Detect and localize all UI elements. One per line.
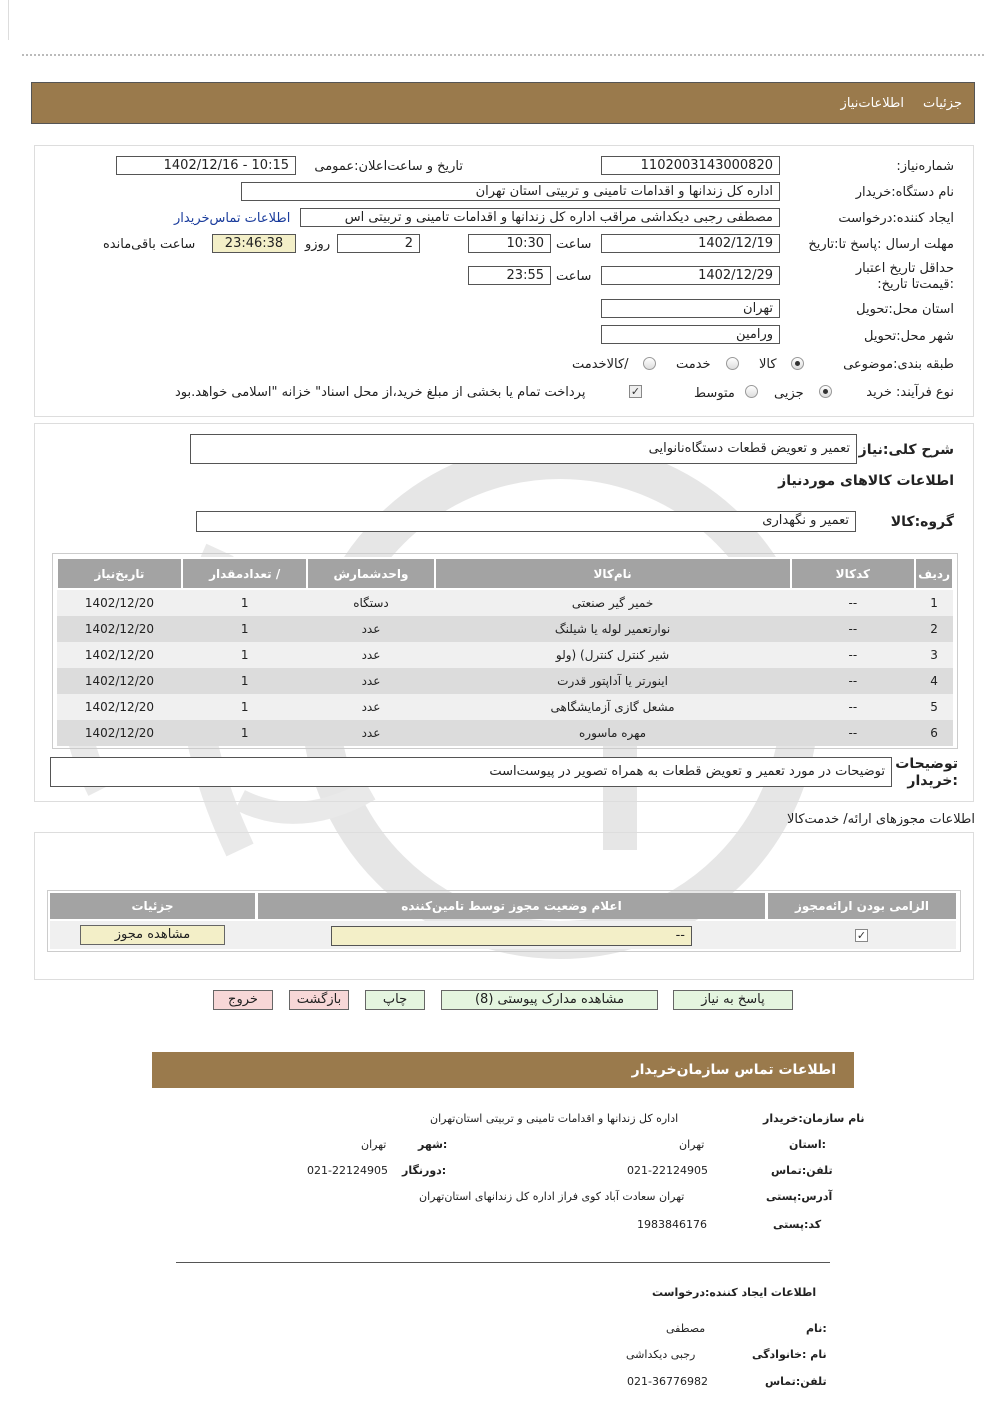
validity-date-field: 1402/12/29 bbox=[601, 266, 780, 285]
province-field: تهران bbox=[601, 299, 780, 318]
creator-phone-label: تلفن‌:تماس bbox=[765, 1375, 827, 1388]
creator-family-value: رجبی دیکداشی bbox=[626, 1348, 696, 1361]
fax-label: :دورنگار bbox=[402, 1164, 447, 1177]
cell-code: -- bbox=[791, 720, 916, 746]
creator-name-value: مصطفی bbox=[666, 1322, 706, 1335]
col-unit: واحدشمارش bbox=[307, 558, 434, 589]
cell-date: 1402/12/20 bbox=[57, 694, 182, 720]
contact-city-label: :شهر bbox=[418, 1138, 448, 1151]
goods-info-title: اطلاعات کالاهای موردنیاز bbox=[778, 473, 954, 489]
category-goods-service-radio[interactable] bbox=[643, 357, 656, 370]
summary-field: تعمیر و تعویض قطعات دستگاه‌نانوایی bbox=[190, 434, 857, 464]
cell-date: 1402/12/20 bbox=[57, 668, 182, 694]
cell-code: -- bbox=[791, 642, 916, 668]
need-number-field: 1102003143000820 bbox=[601, 156, 780, 175]
category-label: طبقه بندی‌:موضوعی bbox=[843, 357, 954, 372]
page-edge-line bbox=[8, 0, 9, 40]
creator-phone-value: 021-36776982 bbox=[627, 1375, 708, 1388]
table-row bbox=[57, 642, 953, 668]
remaining-label: ساعت باقی‌مانده bbox=[103, 237, 196, 252]
buyer-label: نام دستگاه‌:خریدار bbox=[855, 185, 954, 200]
address-value: تهران سعادت آباد کوی فراز اداره کل زندانهای استان‌تهران bbox=[419, 1190, 685, 1203]
days-field: 2 bbox=[337, 234, 420, 253]
validity-time-label: ساعت bbox=[556, 269, 592, 284]
cell-name: نوارتعمیر لوله یا شیلنگ bbox=[435, 616, 791, 642]
org-label: نام سازمان‌:خریدار bbox=[763, 1112, 865, 1125]
col-row: ردیف bbox=[915, 558, 953, 589]
buyer-notes-label: توضیحات :خریدار bbox=[895, 756, 958, 789]
col-code: کدکالا bbox=[791, 558, 916, 589]
category-goods-radio[interactable] bbox=[791, 357, 804, 370]
col-qty: / تعدادمقدار bbox=[182, 558, 308, 589]
cell-qty: 1 bbox=[182, 616, 308, 642]
cell-code: -- bbox=[791, 694, 916, 720]
days-label: روزو bbox=[305, 237, 331, 252]
need-number-label: شماره‌نیاز: bbox=[896, 159, 954, 174]
creator-family-label: نام :خانوادگی bbox=[752, 1348, 827, 1361]
table-row bbox=[57, 589, 953, 616]
contact-phone-value: 021-22124905 bbox=[627, 1164, 708, 1177]
fax-value: 021-22124905 bbox=[307, 1164, 388, 1177]
payment-checkbox[interactable]: ✓ bbox=[630, 385, 641, 398]
cell-date: 1402/12/20 bbox=[57, 642, 182, 668]
cell-date: 1402/12/20 bbox=[57, 720, 182, 746]
table-row bbox=[57, 694, 953, 720]
cell-name: مشعل گازی آزمایشگاهی bbox=[435, 694, 791, 720]
top-dotted-divider bbox=[22, 54, 984, 56]
permits-col-status: اعلام وضعیت مجوز توسط تامین‌کننده bbox=[258, 893, 765, 919]
reply-button[interactable]: پاسخ به نیاز bbox=[673, 990, 793, 1010]
goods-table bbox=[56, 557, 954, 746]
permit-status-field: -- bbox=[331, 926, 692, 946]
cell-unit: عدد bbox=[307, 642, 434, 668]
table-row bbox=[57, 720, 953, 746]
group-field: تعمیر و نگهداری bbox=[196, 511, 856, 532]
permits-col-details: جزئیات bbox=[50, 893, 255, 919]
table-row bbox=[57, 616, 953, 642]
cell-row: 1 bbox=[915, 589, 953, 616]
buyer-contact-link[interactable]: اطلاعات تماس‌خریدار bbox=[174, 211, 291, 226]
org-value: اداره کل زندانها و اقدامات تامینی و تربیتی استان‌تهران bbox=[430, 1112, 679, 1125]
page-header bbox=[31, 82, 975, 124]
announce-label: تاریخ و ساعت‌اعلان‌:عمومی bbox=[314, 159, 463, 174]
cell-name: شیر کنترل کنترل) (ولو bbox=[435, 642, 791, 668]
permit-required-checkbox[interactable]: ✓ bbox=[856, 929, 867, 942]
cell-qty: 1 bbox=[182, 668, 308, 694]
deadline-time-field: 10:30 bbox=[468, 234, 551, 253]
postal-value: 1983846176 bbox=[637, 1218, 707, 1231]
contact-province-label: :استان bbox=[789, 1138, 826, 1151]
address-label: آدرس‌:پستی bbox=[766, 1190, 833, 1203]
cell-date: 1402/12/20 bbox=[57, 589, 182, 616]
cell-name: مهره ماسوره bbox=[435, 720, 791, 746]
contact-city-value: تهران bbox=[361, 1138, 387, 1151]
contact-divider bbox=[176, 1262, 830, 1263]
cell-code: -- bbox=[791, 668, 916, 694]
contact-province-value: تهران bbox=[679, 1138, 705, 1151]
deadline-time-label: ساعت bbox=[556, 237, 592, 252]
deadline-date-field: 1402/12/19 bbox=[601, 234, 780, 253]
cell-row: 4 bbox=[915, 668, 953, 694]
process-label: نوع فرآیند: خرید bbox=[866, 385, 954, 400]
remaining-time-field: 23:46:38 bbox=[212, 234, 296, 253]
table-row bbox=[57, 668, 953, 694]
contact-phone-label: تلفن‌:تماس bbox=[771, 1164, 833, 1177]
cell-unit: عدد bbox=[307, 694, 434, 720]
province-label: استان محل‌:تحویل bbox=[856, 302, 954, 317]
exit-button[interactable]: خروج bbox=[213, 990, 273, 1010]
attachments-button[interactable]: مشاهده مدارک پیوستی (8) bbox=[441, 990, 658, 1010]
buyer-notes-field: توضیحات در مورد تعمیر و تعویض قطعات به همراه تصویر در پیوست‌است bbox=[50, 757, 892, 787]
city-field: ورامین bbox=[601, 325, 780, 344]
cell-name: اینورتر یا آداپتور قدرت bbox=[435, 668, 791, 694]
cell-date: 1402/12/20 bbox=[57, 616, 182, 642]
process-partial-label: جزیی bbox=[774, 386, 804, 401]
cell-unit: عدد bbox=[307, 720, 434, 746]
contact-title: اطلاعات تماس سازمان‌خریدار bbox=[631, 1062, 836, 1078]
cell-unit: دستگاه bbox=[307, 589, 434, 616]
tab-need-info[interactable]: اطلاعات‌نیاز bbox=[840, 96, 904, 111]
process-partial-radio[interactable] bbox=[819, 385, 832, 398]
col-date: تاریخ‌نیاز bbox=[57, 558, 182, 589]
announce-date-field: 1402/12/16 - 10:15 bbox=[116, 156, 296, 175]
cell-row: 5 bbox=[915, 694, 953, 720]
category-goods-label: کالا bbox=[759, 357, 777, 372]
category-service-label: خدمت bbox=[676, 357, 711, 372]
cell-row: 6 bbox=[915, 720, 953, 746]
cell-qty: 1 bbox=[182, 694, 308, 720]
creator-field: مصطفی رجبی دیکداشی مراقب اداره کل زندانها و اقدامات تامینی و تربیتی اس bbox=[300, 208, 780, 227]
process-medium-label: متوسط bbox=[694, 386, 735, 401]
cell-code: -- bbox=[791, 589, 916, 616]
cell-qty: 1 bbox=[182, 720, 308, 746]
validity-label: حداقل تاریخ اعتبار :قیمت‌تا تاریخ: bbox=[855, 261, 954, 292]
postal-label: کد:پستی bbox=[773, 1218, 822, 1231]
process-medium-radio[interactable] bbox=[745, 385, 758, 398]
buyer-field: اداره کل زندانها و اقدامات تامینی و تربیتی استان تهران bbox=[241, 182, 780, 201]
back-button[interactable]: بازگشت bbox=[289, 990, 349, 1010]
cell-name: خمیر گیر صنعتی bbox=[435, 589, 791, 616]
deadline-label: مهلت ارسال :پاسخ تا:تاریخ bbox=[808, 237, 954, 252]
category-service-radio[interactable] bbox=[726, 357, 739, 370]
contact-header bbox=[152, 1052, 854, 1088]
payment-note: پرداخت تمام یا بخشی از مبلغ خرید،از محل اسناد" خزانه "اسلامی خواهد.بود bbox=[175, 385, 586, 400]
cell-code: -- bbox=[791, 616, 916, 642]
permits-title: اطلاعات مجوزهای ارائه/ خدمت‌کالا bbox=[786, 812, 975, 827]
cell-qty: 1 bbox=[182, 589, 308, 616]
creator-info-title: اطلاعات ایجاد کننده‌:درخواست bbox=[652, 1286, 817, 1299]
cell-qty: 1 bbox=[182, 642, 308, 668]
cell-row: 3 bbox=[915, 642, 953, 668]
permits-col-required: الزامی بودن ارائه‌مجوز bbox=[768, 893, 956, 919]
group-label: گروه:کالا bbox=[890, 514, 954, 530]
view-permit-button[interactable]: مشاهده مجوز bbox=[80, 925, 225, 945]
print-button[interactable]: چاپ bbox=[365, 990, 425, 1010]
col-name: نام‌کالا bbox=[435, 558, 791, 589]
cell-unit: عدد bbox=[307, 616, 434, 642]
category-goods-service-label: /کالاخدمت bbox=[572, 357, 629, 372]
city-label: شهر محل‌:تحویل bbox=[864, 329, 954, 344]
creator-name-label: :نام bbox=[806, 1322, 827, 1335]
tab-details[interactable]: جزئیات bbox=[923, 96, 962, 111]
validity-time-field: 23:55 bbox=[468, 266, 551, 285]
creator-label: ایجاد کننده‌:درخواست bbox=[838, 211, 954, 226]
cell-row: 2 bbox=[915, 616, 953, 642]
summary-label: شرح کلی‌:نیاز bbox=[858, 442, 954, 458]
cell-unit: عدد bbox=[307, 668, 434, 694]
